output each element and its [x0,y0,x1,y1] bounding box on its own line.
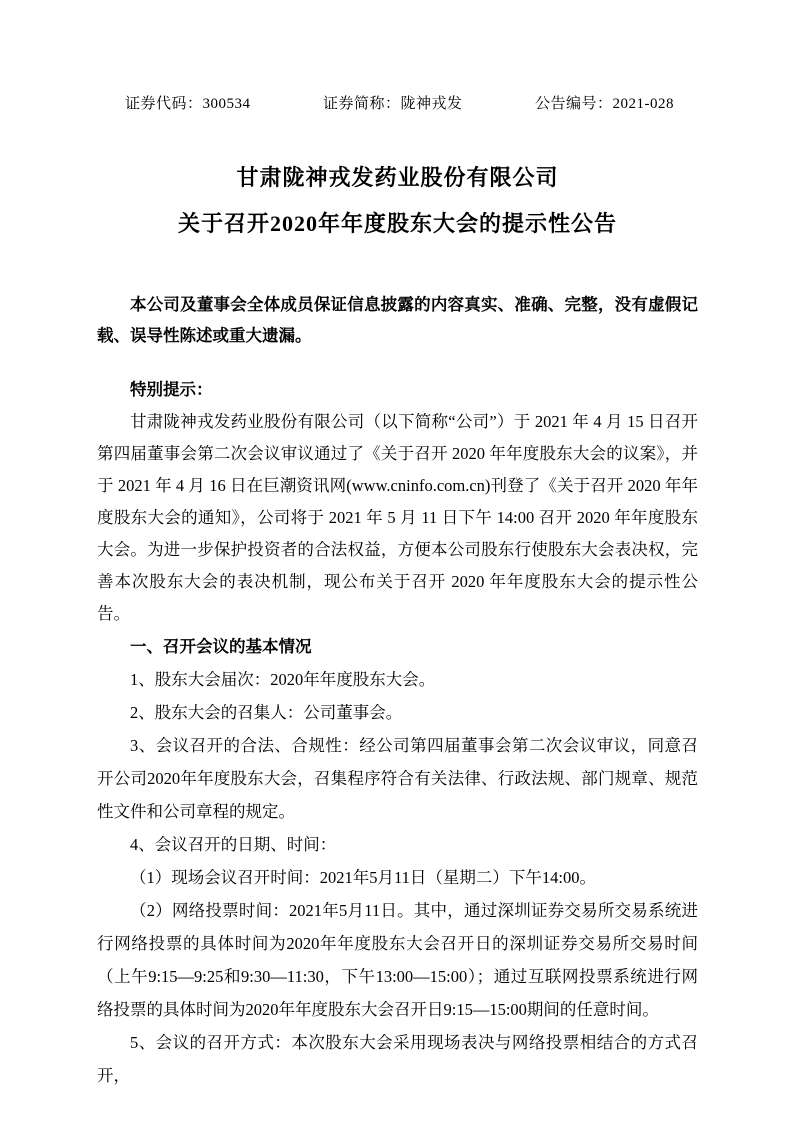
title-line-1: 甘肃陇神戎发药业股份有限公司 [236,165,559,190]
section-1-item-2: 2、股东大会的召集人：公司董事会。 [130,703,403,722]
document-title [97,155,698,247]
section-1-item-4-sub-2: （2）网络投票时间：2021年5月11日。其中，通过深圳证券交易所交易系统进行网络投票的具体时间为2020年年度股东大会召开日的深圳证券交易所交易时间（上午9:15—9:25和9:30—11:30，下午13:00—15:00）；通过互联网投票系统进行网络投票的具体时间为2020年年度股东大会召开日9:15—15:00期间的任意时间。 [97,901,698,1019]
section-1-item-4: 4、会议召开的日期、时间： [130,835,337,854]
section-1-item-5: 5、会议的召开方式：本次股东大会采用现场表决与网络投票相结合的方式召开， [97,1033,698,1085]
section-1-item-4-sub-1: （1）现场会议召开时间：2021年5月11日（星期二）下午14:00。 [130,868,596,887]
announcement-number: 公告编号：2021-028 [535,96,674,112]
section-1-item-3: 3、会议召开的合法、合规性：经公司第四届董事会第二次会议审议，同意召开公司2020年年度股东大会，召集程序符合有关法律、行政法规、部门规章、规范性文件和公司章程的规定。 [97,736,698,821]
intro-paragraph: 甘肃陇神戎发药业股份有限公司（以下简称“公司”）于 2021 年 4 月 15 日召开第四届董事会第二次会议审议通过了《关于召开 2020 年年度股东大会的议案》，并于 2021 年 4 月 16 日在巨潮资讯网(www.cninfo.com.cn)刊登了《关于召开 2020 年年度股东大会的通知》，公司将于 2021 年 5 月 11 日下午 14:00 召开 2020 年年度股东大会。为进一步保护投资者的合法权益，方便本公司股东行使股东大会表决权，完善本次股东大会的表决机制，现公布关于召开 2020 年年度股东大会的提示性公告。 [97,412,698,623]
title-line-2: 关于召开2020年年度股东大会的提示性公告 [177,211,617,236]
document-header [97,92,698,113]
stock-short-name: 证券简称：陇神戎发 [323,96,463,112]
integrity-statement: 本公司及董事会全体成员保证信息披露的内容真实、准确、完整，没有虚假记载、误导性陈述或重大遗漏。 [97,295,698,345]
section-1-item-1: 1、股东大会届次：2020年年度股东大会。 [130,670,436,689]
stock-code: 证券代码：300534 [125,96,251,112]
special-notice-label: 特别提示： [130,380,213,399]
section-1-heading: 一、召开会议的基本情况 [130,637,312,656]
